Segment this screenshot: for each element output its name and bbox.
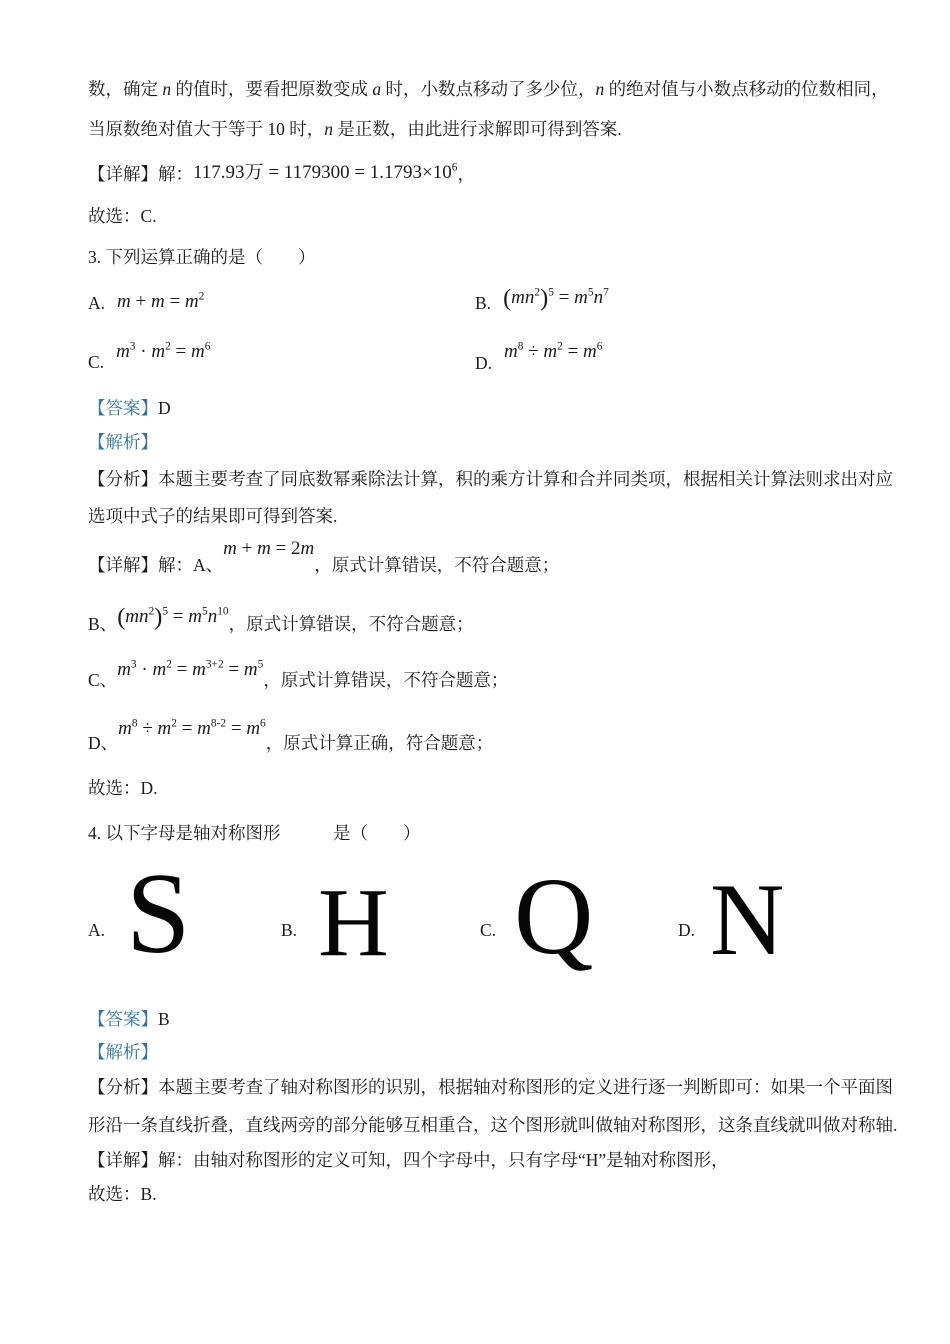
q3-option-b xyxy=(475,284,609,317)
q3-detail-a-math: m + m = 2m xyxy=(223,538,315,559)
q3-detail-c-prefix: C、 xyxy=(88,670,118,690)
q4-letter-q: Q xyxy=(514,855,594,977)
q3-choose-line: 故选：D. xyxy=(88,778,158,798)
q3-detail-b-prefix: B、 xyxy=(88,614,118,634)
q3-option-b-math: $(mn^2)^5 = m^5n^7$ xyxy=(503,284,609,312)
q2-analysis-continuation-line-2: 当原数绝对值大于等于 10 时，n 是正数，由此进行求解即可得到答案. xyxy=(88,119,622,139)
q3-detail-a-prefix: 【详解】解：A、 xyxy=(88,555,224,575)
q3-option-a xyxy=(88,291,204,317)
q3-option-c-label: C. xyxy=(88,352,105,372)
q4-detail-line: 【详解】解：由轴对称图形的定义可知，四个字母中，只有字母“H”是轴对称图形， xyxy=(88,1150,729,1170)
q3-option-c-math: $m^3 \cdot m^2 = m^6$ xyxy=(116,340,211,362)
q2-analysis-continuation-line-1: 数，确定 n 的值时，要看把原数变成 a 时，小数点移动了多少位，n 的绝对值与小数点移动的位数相同， xyxy=(88,79,889,99)
q3-option-b-label: B. xyxy=(475,293,492,313)
q2-detail-tag: 【详解】解： xyxy=(88,164,193,184)
q3-analysis-line-2: 选项中式子的结果即可得到答案. xyxy=(88,506,338,526)
q4-answer-value: B xyxy=(158,1009,170,1029)
q3-detail-d xyxy=(88,717,494,757)
q3-answer-line xyxy=(88,397,171,421)
q3-detail-b-suffix: ，原式计算错误，不符合题意； xyxy=(228,614,474,634)
q4-option-c-label: C. xyxy=(480,920,497,940)
q4-option-d-label: D. xyxy=(678,920,696,940)
q3-detail-c-math: $m^3 \cdot m^2 = m^{3+2} = m^5$ xyxy=(117,658,264,680)
q4-analysis-line-2: 形沿一条直线折叠，直线两旁的部分能够互相重合，这个图形就叫做轴对称图形，这条直线就叫做对称轴. xyxy=(88,1115,898,1135)
q3-analysis-line-1: 【分析】本题主要考查了同底数幂乘除法计算，积的乘方计算和合并同类项，根据相关计算法则求出对应 xyxy=(88,469,893,489)
q4-letter-h: H xyxy=(318,869,389,977)
q3-detail-d-suffix: ，原式计算正确，符合题意； xyxy=(265,733,494,753)
q4-letter-n: N xyxy=(710,863,785,977)
q3-option-a-math: $m + m = m^2$ xyxy=(117,290,205,312)
q3-detail-a-suffix: ，原式计算错误，不符合题意； xyxy=(314,555,560,575)
q3-detail-d-prefix: D、 xyxy=(88,733,119,753)
q2-choose-line: 故选：C. xyxy=(88,206,157,226)
q3-detail-b xyxy=(88,603,474,638)
q3-option-d-math: $m^8 \div m^2 = m^6$ xyxy=(504,340,603,362)
q4-option-b-label: B. xyxy=(281,920,298,940)
q3-option-c xyxy=(88,340,211,376)
q3-option-a-label: A. xyxy=(88,293,106,313)
q3-detail-a xyxy=(88,538,560,579)
q3-detail-b-math: $(mn^2)^5 = m^5n^{10}$ xyxy=(117,603,229,631)
q4-option-a-label: A. xyxy=(88,920,106,940)
q4-answer-line xyxy=(88,1008,170,1032)
q4-title: 4. 以下字母是轴对称图形 是（ ） xyxy=(88,823,421,843)
q2-detail-suffix: ， xyxy=(457,164,475,184)
q4-analysis-tag: 【解析】 xyxy=(88,1042,158,1062)
q4-choose-line: 故选：B. xyxy=(88,1184,157,1204)
q4-letter-s: S xyxy=(126,850,191,978)
q3-option-d-label: D. xyxy=(475,353,493,373)
q3-option-d xyxy=(475,340,603,377)
q2-detail-line xyxy=(88,162,475,188)
q3-answer-value: D xyxy=(158,398,171,418)
q3-detail-c-suffix: ，原式计算错误，不符合题意； xyxy=(263,670,509,690)
q4-analysis-line-1: 【分析】本题主要考查了轴对称图形的识别，根据轴对称图形的定义进行逐一判断即可：如果一个平面图 xyxy=(88,1077,893,1097)
q3-answer-tag: 【答案】 xyxy=(88,398,158,418)
q3-detail-c xyxy=(88,658,509,694)
q4-answer-tag: 【答案】 xyxy=(88,1009,158,1029)
q3-title: 3. 下列运算正确的是（ ） xyxy=(88,247,316,267)
q3-analysis-tag: 【解析】 xyxy=(88,432,158,452)
q2-detail-math: 117.93万 = $1179300 = 1.1793\times 10^6$ xyxy=(193,161,458,183)
q3-detail-d-math: $m^8 \div m^2 = m^{8-2} = m^6$ xyxy=(118,717,266,739)
